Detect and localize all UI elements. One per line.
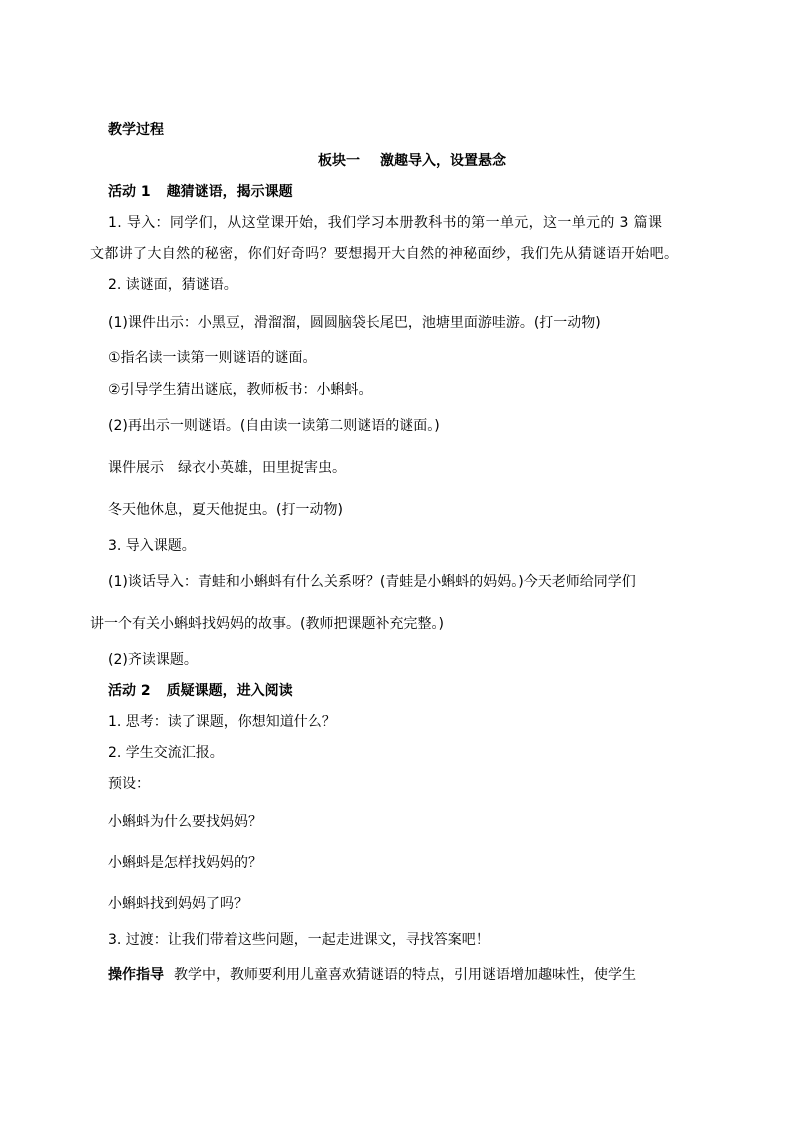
courseware-display xyxy=(108,458,346,478)
step-3: 3. 导入课题。 xyxy=(108,538,196,554)
activity-1-label: 活动 1 xyxy=(108,184,151,200)
operation-guide-label: 操作指导 xyxy=(108,967,164,983)
block-heading xyxy=(0,151,794,171)
courseware-text: 绿衣小英雄，田里捉害虫。 xyxy=(178,460,346,476)
preset: 预设： xyxy=(108,776,150,792)
block-heading-label: 板块一 xyxy=(318,153,360,169)
transition: 3. 过渡：让我们带着这些问题，一起走进课文，寻找答案吧！ xyxy=(108,932,490,948)
intro-line-1: 1. 导入：同学们，从这堂课开始，我们学习本册教科书的第一单元，这一单元的 3 篇课 xyxy=(108,215,663,231)
read-title: (2)齐读课题。 xyxy=(108,652,198,668)
activity-2-label: 活动 2 xyxy=(108,683,151,699)
riddle-1-step-b: ②引导学生猜出谜底，教师板书：小蝌蚪。 xyxy=(108,382,373,398)
talk-line-1: (1)谈话导入：青蛙和小蝌蚪有什么关系呀？(青蛙是小蝌蚪的妈妈。)今天老师给同学们 xyxy=(108,574,636,590)
talk-line-2: 讲一个有关小蝌蚪找妈妈的故事。(教师把课题补充完整。) xyxy=(90,616,444,632)
section-title: 教学过程 xyxy=(108,122,164,138)
think: 1. 思考：读了课题，你想知道什么？ xyxy=(108,714,336,730)
block-heading-text: 激趣导入，设置悬念 xyxy=(380,153,506,169)
courseware-label: 课件展示 xyxy=(108,460,164,476)
operation-guide-text: 教学中，教师要利用儿童喜欢猜谜语的特点，引用谜语增加趣味性，使学生 xyxy=(174,967,636,983)
riddle-1: (1)课件出示：小黑豆，滑溜溜，圆圆脑袋长尾巴，池塘里面游哇游。(打一动物) xyxy=(108,315,601,331)
intro-line-2: 文都讲了大自然的秘密，你们好奇吗？要想揭开大自然的神秘面纱，我们先从猜谜语开始吧。 xyxy=(90,246,679,262)
riddle-1-step-a: ①指名读一读第一则谜语的谜面。 xyxy=(108,350,317,366)
question-1: 小蝌蚪为什么要找妈妈？ xyxy=(108,814,262,830)
activity-2-heading xyxy=(108,681,293,701)
activity-1-title: 趣猜谜语，揭示课题 xyxy=(166,184,293,200)
courseware-line-2: 冬天他休息，夏天他捉虫。(打一动物) xyxy=(108,502,343,518)
activity-1-heading xyxy=(108,182,293,202)
step-2: 2. 读谜面，猜谜语。 xyxy=(108,277,238,293)
riddle-2: (2)再出示一则谜语。(自由读一读第二则谜语的谜面。) xyxy=(108,418,440,434)
exchange: 2. 学生交流汇报。 xyxy=(108,745,224,761)
question-3: 小蝌蚪找到妈妈了吗？ xyxy=(108,896,248,912)
question-2: 小蝌蚪是怎样找妈妈的？ xyxy=(108,855,262,871)
activity-2-title: 质疑课题，进入阅读 xyxy=(166,683,293,699)
operation-guide xyxy=(108,965,636,985)
